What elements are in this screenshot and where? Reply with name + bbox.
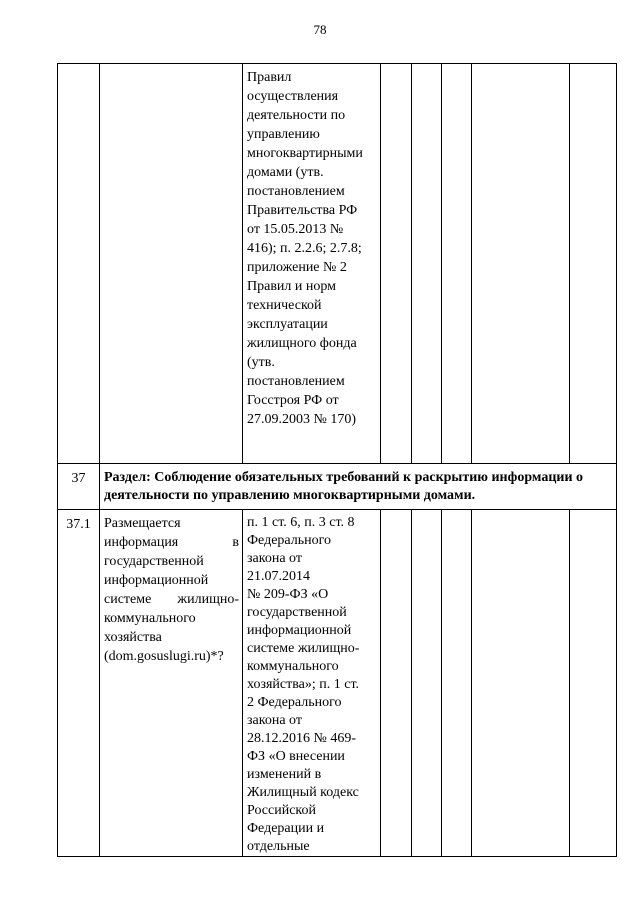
cell-yes (381, 64, 412, 464)
cell-extra (570, 510, 617, 857)
cell-no (412, 510, 442, 857)
item-number: 37.1 (58, 510, 100, 857)
checklist-table (57, 63, 617, 857)
page-number: 78 (313, 22, 327, 37)
item-legal-basis: п. 1 ст. 6, п. 3 ст. 8 Федерального закона от 21.07.2014 № 209-ФЗ «О государственной информационной системе жилищно- коммунального хозяйства»; п. 1 ст. 2 Федерального закона от 28.12.2016 № 469- ФЗ «О внесении изменений в Жилищный кодекс Российской Федерации и отдельные (243, 510, 381, 857)
item-requirement: Размещается информация в государственной информационной системе жилищно-коммунального хозяйства (dom.gosuslugi.ru)*? (100, 510, 243, 857)
cell-not-applicable (442, 510, 472, 857)
table-row-section (58, 464, 617, 510)
section-title: Раздел: Соблюдение обязательных требований к раскрытию информации о деятельности по управлению многоквартирными домами. (100, 464, 617, 510)
table-row-continuation (58, 64, 617, 464)
cell-yes (381, 510, 412, 857)
cell-note (472, 510, 570, 857)
cell-extra (570, 64, 617, 464)
table-row-item (58, 510, 617, 857)
cell-requirement (100, 64, 243, 464)
cell-number (58, 64, 100, 464)
section-number: 37 (58, 464, 100, 510)
cell-legal-basis: Правил осуществления деятельности по управлению многоквартирными домами (утв. постановлением Правительства РФ от 15.05.2013 № 416); п. 2.2.6; 2.7.8; приложение № 2 Правил и норм технической эксплуатации жилищного фонда (утв. постановлением Госстроя РФ от 27.09.2003 № 170) (243, 64, 381, 464)
cell-not-applicable (442, 64, 472, 464)
cell-no (412, 64, 442, 464)
cell-note (472, 64, 570, 464)
